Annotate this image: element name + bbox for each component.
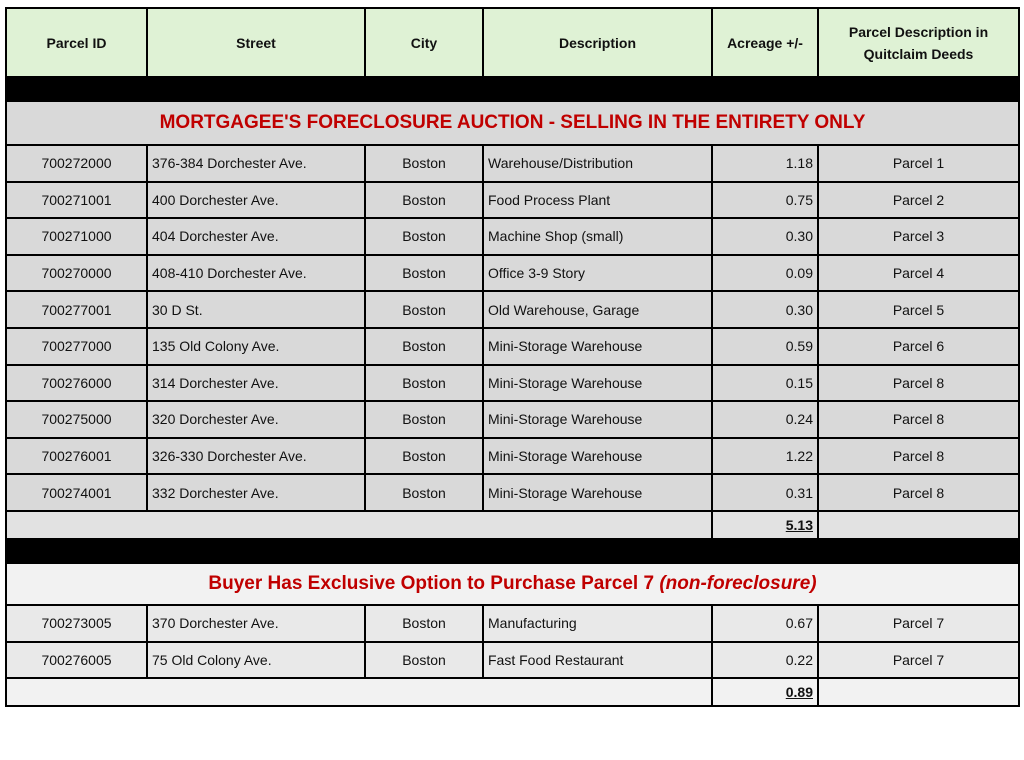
acreage-cell: 0.30 [712, 291, 818, 328]
header-deed-line2: Quitclaim Deeds [863, 45, 974, 62]
acreage-cell: 0.24 [712, 401, 818, 438]
description-cell: Fast Food Restaurant [483, 642, 712, 679]
city-cell: Boston [365, 605, 483, 642]
street-cell: 135 Old Colony Ave. [147, 328, 365, 365]
table-row [6, 255, 1019, 292]
deed-parcel-cell: Parcel 7 [818, 605, 1019, 642]
acreage-cell: 0.59 [712, 328, 818, 365]
street-cell: 370 Dorchester Ave. [147, 605, 365, 642]
street-cell: 30 D St. [147, 291, 365, 328]
header-row [6, 8, 1019, 77]
table-row [6, 218, 1019, 255]
city-cell: Boston [365, 291, 483, 328]
description-cell: Old Warehouse, Garage [483, 291, 712, 328]
deed-parcel-cell: Parcel 2 [818, 182, 1019, 219]
parcel-id-cell: 700270000 [6, 255, 147, 292]
table-row [6, 145, 1019, 182]
acreage-cell: 0.31 [712, 474, 818, 511]
parcel-id-cell: 700277000 [6, 328, 147, 365]
table-row [6, 365, 1019, 402]
city-cell: Boston [365, 182, 483, 219]
parcel-id-cell: 700274001 [6, 474, 147, 511]
header-acreage: Acreage +/- [712, 8, 818, 77]
section2-total-row [6, 678, 1019, 706]
street-cell: 314 Dorchester Ave. [147, 365, 365, 402]
acreage-cell: 1.18 [712, 145, 818, 182]
header-deed-line1: Parcel Description in [848, 23, 989, 40]
description-cell: Food Process Plant [483, 182, 712, 219]
header-city: City [365, 8, 483, 77]
city-cell: Boston [365, 365, 483, 402]
section2-total-acreage: 0.89 [785, 684, 813, 701]
table-row [6, 328, 1019, 365]
acreage-cell: 0.67 [712, 605, 818, 642]
parcel-id-cell: 700271001 [6, 182, 147, 219]
description-cell: Warehouse/Distribution [483, 145, 712, 182]
acreage-cell: 1.22 [712, 438, 818, 475]
acreage-cell: 0.15 [712, 365, 818, 402]
street-cell: 400 Dorchester Ave. [147, 182, 365, 219]
parcel-table [5, 7, 1020, 707]
parcel-id-cell: 700275000 [6, 401, 147, 438]
table-row [6, 605, 1019, 642]
deed-parcel-cell: Parcel 5 [818, 291, 1019, 328]
table-row [6, 401, 1019, 438]
parcel-id-cell: 700272000 [6, 145, 147, 182]
acreage-cell: 0.09 [712, 255, 818, 292]
parcel-id-cell: 700276000 [6, 365, 147, 402]
city-cell: Boston [365, 328, 483, 365]
section1-total-acreage: 5.13 [785, 516, 813, 533]
table-row [6, 182, 1019, 219]
header-street: Street [147, 8, 365, 77]
city-cell: Boston [365, 474, 483, 511]
city-cell: Boston [365, 255, 483, 292]
street-cell: 75 Old Colony Ave. [147, 642, 365, 679]
table-row [6, 291, 1019, 328]
city-cell: Boston [365, 145, 483, 182]
deed-parcel-cell: Parcel 7 [818, 642, 1019, 679]
street-cell: 404 Dorchester Ave. [147, 218, 365, 255]
description-cell: Mini-Storage Warehouse [483, 438, 712, 475]
acreage-cell: 0.30 [712, 218, 818, 255]
parcel-id-cell: 700276005 [6, 642, 147, 679]
section1-banner [6, 101, 1019, 145]
deed-parcel-cell: Parcel 4 [818, 255, 1019, 292]
acreage-cell: 0.22 [712, 642, 818, 679]
description-cell: Manufacturing [483, 605, 712, 642]
divider-bar [6, 77, 1019, 101]
acreage-cell: 0.75 [712, 182, 818, 219]
table-row [6, 642, 1019, 679]
parcel-id-cell: 700277001 [6, 291, 147, 328]
street-cell: 332 Dorchester Ave. [147, 474, 365, 511]
description-cell: Mini-Storage Warehouse [483, 474, 712, 511]
section2-title [6, 563, 1019, 605]
description-cell: Mini-Storage Warehouse [483, 365, 712, 402]
deed-parcel-cell: Parcel 8 [818, 438, 1019, 475]
deed-parcel-cell: Parcel 6 [818, 328, 1019, 365]
city-cell: Boston [365, 438, 483, 475]
header-parcel-id: Parcel ID [6, 8, 147, 77]
description-cell: Machine Shop (small) [483, 218, 712, 255]
header-deed-description [818, 8, 1019, 77]
section1-title: MORTGAGEE'S FORECLOSURE AUCTION - SELLING IN THE ENTIRETY ONLY [6, 101, 1019, 145]
section2-title-main: Buyer Has Exclusive Option to Purchase Parcel 7 [208, 572, 660, 594]
street-cell: 376-384 Dorchester Ave. [147, 145, 365, 182]
parcel-id-cell: 700276001 [6, 438, 147, 475]
description-cell: Mini-Storage Warehouse [483, 328, 712, 365]
city-cell: Boston [365, 642, 483, 679]
parcel-id-cell: 700271000 [6, 218, 147, 255]
table-row [6, 474, 1019, 511]
section2-banner [6, 563, 1019, 605]
street-cell: 408-410 Dorchester Ave. [147, 255, 365, 292]
deed-parcel-cell: Parcel 3 [818, 218, 1019, 255]
header-description: Description [483, 8, 712, 77]
deed-parcel-cell: Parcel 8 [818, 401, 1019, 438]
parcel-id-cell: 700273005 [6, 605, 147, 642]
deed-parcel-cell: Parcel 8 [818, 474, 1019, 511]
deed-parcel-cell: Parcel 8 [818, 365, 1019, 402]
table-row [6, 438, 1019, 475]
city-cell: Boston [365, 401, 483, 438]
section1-total-row [6, 511, 1019, 539]
description-cell: Office 3-9 Story [483, 255, 712, 292]
section2-title-italic: (non-foreclosure) [659, 572, 817, 594]
city-cell: Boston [365, 218, 483, 255]
divider-bar [6, 539, 1019, 563]
deed-parcel-cell: Parcel 1 [818, 145, 1019, 182]
street-cell: 326-330 Dorchester Ave. [147, 438, 365, 475]
street-cell: 320 Dorchester Ave. [147, 401, 365, 438]
description-cell: Mini-Storage Warehouse [483, 401, 712, 438]
